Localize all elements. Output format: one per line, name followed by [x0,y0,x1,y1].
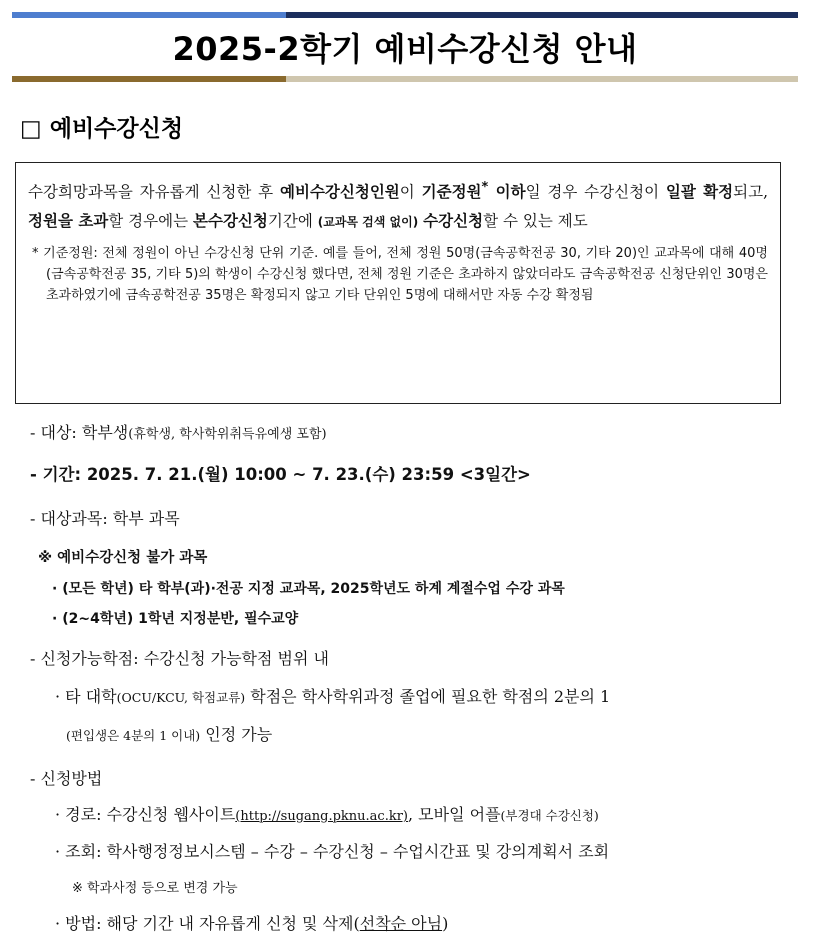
definition-footnote: * 기준정원: 전체 정원이 아닌 수강신청 단위 기준. 예를 들어, 전체 정원 50명(금속공학전공 30, 기타 20)인 교과목에 대해 40명(금속공학전공 35, 기타 5)의 학생이 수강신청 했다면, 전체 정원 기준은 초과하지 않았더라도 금속공학전공 신청단위인 30명은 초과하였기에 금속공학전공 35명은 확정되지 않고 기타 단위인 5명에 대해서만 자동 수강 확정됨 [32,246,768,304]
how-line: · 방법: 해당 기간 내 자유롭게 신청 및 삭제(선착순 아님) [55,914,449,933]
exclusion-item: · (2~4학년) 1학년 지정분반, 필수교양 [52,611,299,627]
period-line: - 기간: 2025. 7. 21.(월) 10:00 ~ 7. 23.(수) 23:59 <3일간> [30,465,531,484]
definition-box [15,162,781,404]
section-heading: □ 예비수강신청 [20,116,184,142]
route-line: · 경로: 수강신청 웹사이트(http://sugang.pknu.ac.kr), 모바일 어플(부경대 수강신청) [55,805,599,824]
definition-text: 수강희망과목을 자유롭게 신청한 후 예비수강신청인원이 기준정원* 이하일 경우 수강신청이 일괄 확정되고, 정원을 초과할 경우에는 본수강신청기간에 (교과목 검색 없이) 수강신청할 수 있는 제도 [28,180,768,231]
sugang-website-link[interactable]: (http://sugang.pknu.ac.kr) [235,809,408,824]
target-line: - 대상: 학부생(휴학생, 학사학위취득유예생 포함) [30,423,327,442]
top-decorative-bar [12,12,798,18]
title-underline-bar [12,76,798,82]
exclusion-heading: ※ 예비수강신청 불가 과목 [38,550,208,566]
lookup-note: ※ 학과사정 등으로 변경 가능 [72,881,238,896]
page-title: 2025-2학기 예비수강신청 안내 [172,30,638,68]
lookup-line: · 조회: 학사행정정보시스템 – 수강 – 수강신청 – 수업시간표 및 강의계획서 조회 [55,842,610,861]
credits-line: - 신청가능학점: 수강신청 가능학점 범위 내 [30,649,329,668]
other-univ-line-2: (편입생은 4분의 1 이내) 인정 가능 [66,725,273,744]
subjects-line: - 대상과목: 학부 과목 [30,509,180,528]
other-univ-line: · 타 대학(OCU/KCU, 학점교류) 학점은 학사학위과정 졸업에 필요한 학점의 2분의 1 [55,687,611,706]
method-heading: - 신청방법 [30,769,103,788]
exclusion-item: · (모든 학년) 타 학부(과)·전공 지정 교과목, 2025학년도 하계 계절수업 수강 과목 [52,581,565,597]
